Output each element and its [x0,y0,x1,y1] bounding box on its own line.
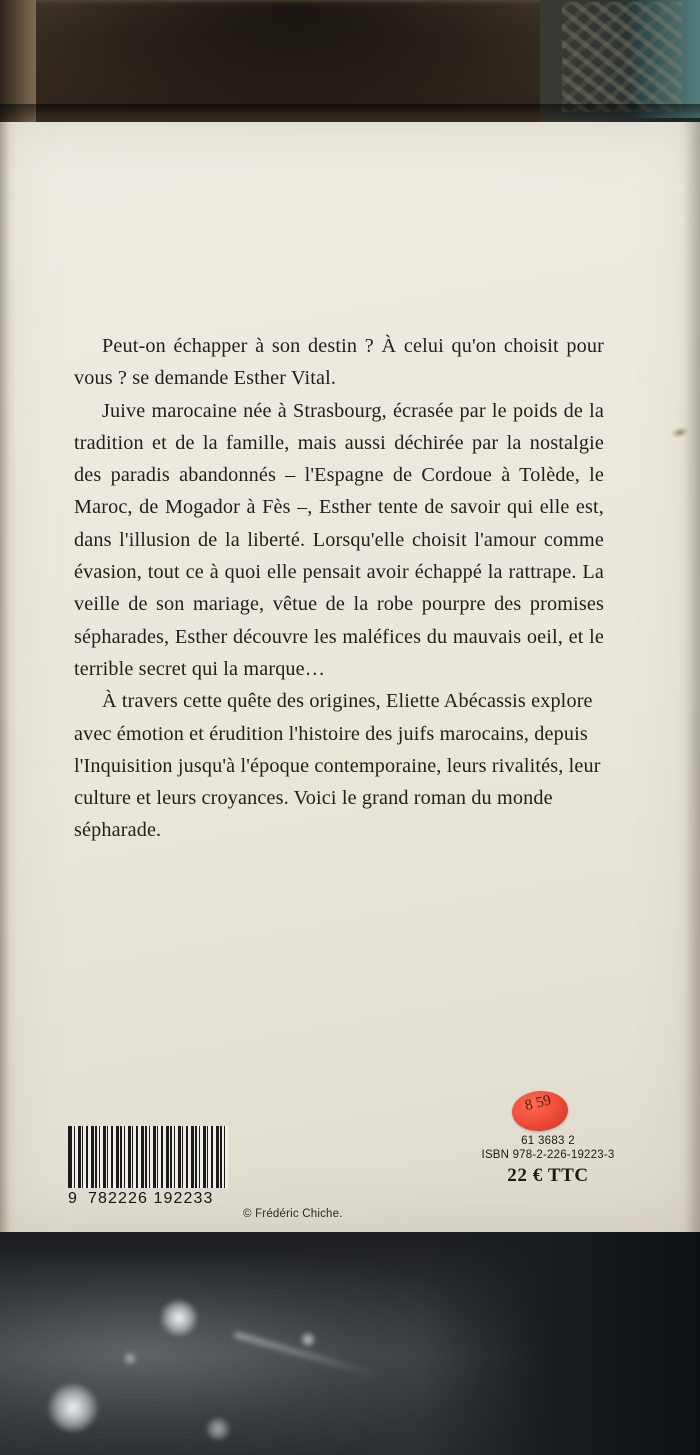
blurb-paragraph-1: Peut-on échapper à son destin ? À celui qu'on choisit pour vous ? se demande Esther Vital. [74,335,604,390]
wicker-basket-texture [562,2,682,112]
ean-barcode [68,1126,236,1208]
cover-left-edge-shading [0,122,16,1232]
barcode-lead-digit: 9 [68,1190,78,1207]
barcode-main-digits: 782226 192233 [88,1190,214,1207]
red-price-sticker [511,1089,570,1133]
blurb-paragraph-2: Juive marocaine née à Strasbourg, écrasée par le poids de la tradition et de la famille, mais aussi déchirée par la nostalgie des paradis abandonnés – l'Espagne de Cordoue à Tolède, le Maroc, de Mogador à Fès –, Esther tente de savoir qui elle est, dans l'illusion de la liberté. Lorsqu'elle choisit l'amour comme évasion, tout ce à quoi elle pensait avoir échappé la rattrape. La veille de son mariage, vêtue de la robe pourpre des promises sépharades, Esther découvre les maléfices du mauvais oeil, et le terrible secret qui la marque… [74,399,604,680]
photo-credit: © Frédéric Chiche. [243,1208,343,1220]
publisher-internal-code: 61 3683 2 [521,1135,575,1147]
light-reflection-5 [123,1352,137,1365]
price-and-isbn-block [466,1135,630,1187]
price-text: 22 € TTC [507,1165,589,1186]
isbn-text: ISBN 978-2-226-19223-3 [481,1149,615,1161]
light-reflection-3 [300,1332,316,1347]
box-interior-shadow [25,0,565,110]
light-reflection-2 [47,1384,99,1432]
barcode-digits [68,1190,236,1208]
cover-right-edge-shading [678,122,700,1232]
background-bottom-right-shadow [420,1232,700,1455]
light-reflection-1 [160,1300,198,1336]
barcode-bars [68,1126,228,1188]
sticker-handwriting: 8 59 [523,1092,553,1115]
blurb-paragraph-3: À travers cette quête des origines, Eliette Abécassis explore avec émotion et érudition l'histoire des juifs marocains, depuis l'Inquisition jusqu'à l'époque contemporaine, leurs rivalités, leur culture et leurs croyances. Voici le grand roman du monde sépharade. [74,690,601,842]
light-reflection-4 [205,1418,231,1440]
back-cover-blurb [74,330,604,847]
